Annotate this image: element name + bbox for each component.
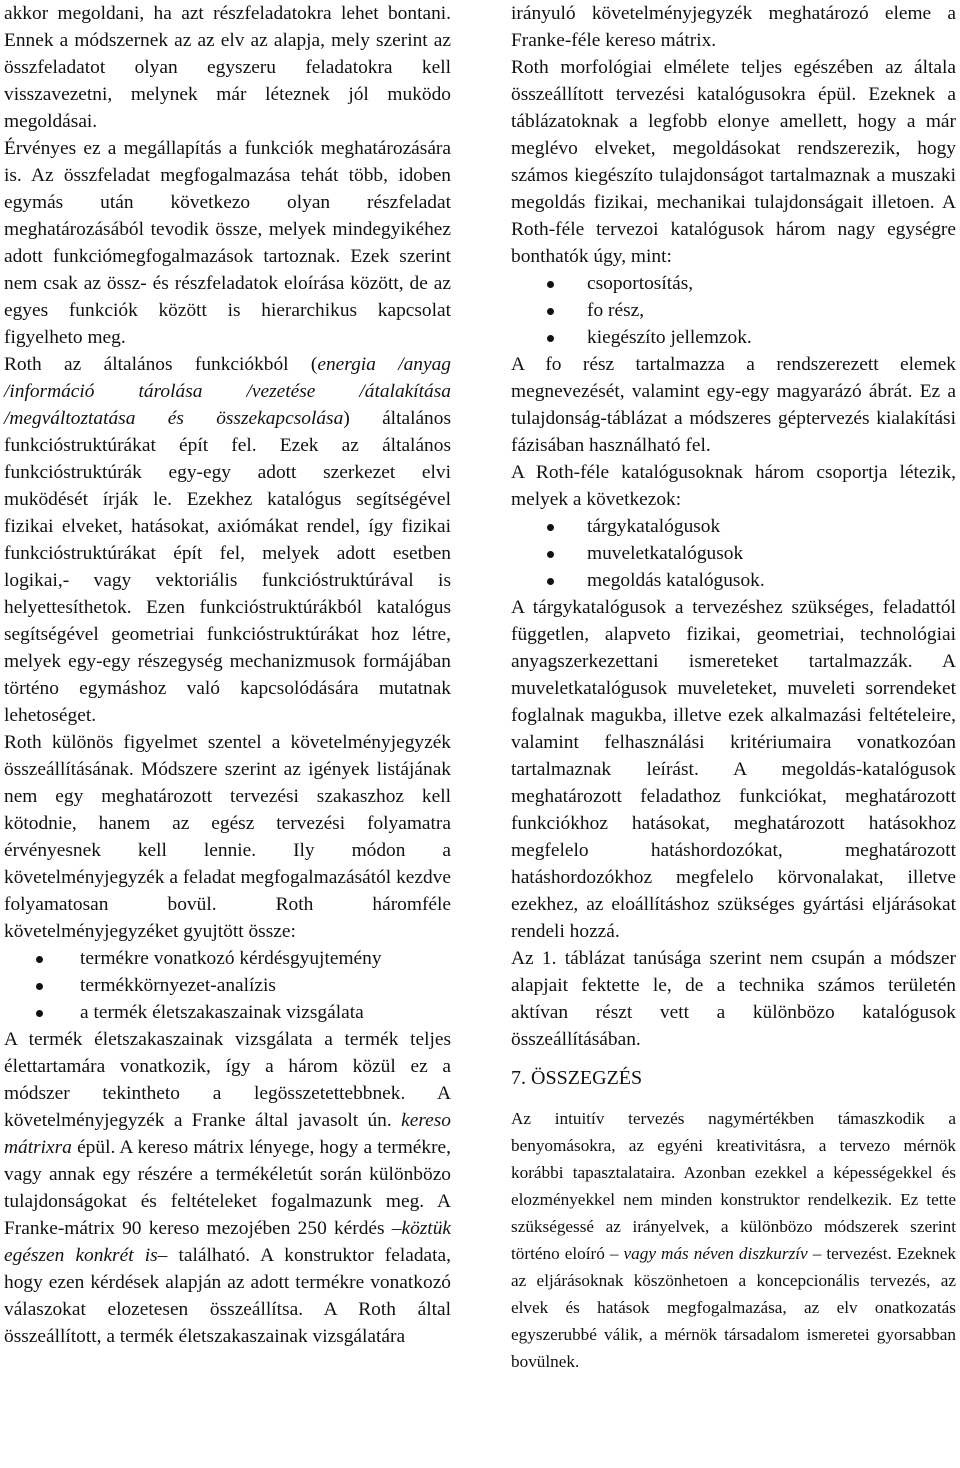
list-item: termékkörnyezet-analízis — [4, 972, 451, 999]
list-item: kiegészíto jellemzok. — [511, 324, 956, 351]
italic-text: kereso mátrixra — [4, 1110, 451, 1158]
bullet-list — [511, 270, 956, 351]
text-run: Az intuitív tervezés nagymértékben támaszkodik a benyomásokra, az egyéni kreativitásra, a tervezo mérnök korábbi tapasztalataira. Azonban ezekkel a képességekkel és elozményekkel nem minden konstruktor rendelkezik. Ez tette szükségessé az irányelvek, a különbözo módszerek szerint történo eloíró – — [511, 1109, 956, 1263]
text-run: Roth az általános funkciókból ( — [4, 354, 318, 375]
paragraph: A Roth-féle katalógusoknak három csoportja létezik, melyek a következok: — [511, 462, 956, 510]
summary-section — [511, 1105, 956, 1375]
list-item: megoldás katalógusok. — [511, 567, 956, 594]
paragraph: akkor megoldani, ha azt részfeladatokra lehet bontani. Ennek a módszernek az az elv az alapja, mely szerint az összfeladatot olyan egyszeru feladatokra kell visszavezetni, melynek már léteznek jól muködo megoldásai. — [4, 3, 451, 132]
paragraph: Roth különös figyelmet szentel a követelményjegyzék összeállításának. Módszere szerint az igények listájának nem egy meghatározott tervezési szakaszhoz kell kötodnie, hanem az egész tervezési folyamatra érvényesnek kell lennie. Ily módon a követelményjegyzék a feladat megfogalmazásától kezdve folyamatosan bovül. Roth háromféle követelményjegyzéket gyujtött össze: — [4, 732, 451, 942]
text-run: A termék életszakaszainak vizsgálata a termék teljes élettartamára vonatkozik, így a három közül ez a módszer tekintheto a legösszetettebbnek. A követelményjegyzék a Franke által javasolt ún. — [4, 1029, 451, 1131]
section-heading: 7. ÖSSZEGZÉS — [511, 1067, 643, 1089]
left-column — [4, 0, 451, 1350]
italic-text: energia /anyag /információ tárolása /vezetése /átalakítása /megváltoztatása és összekapcsolása — [4, 354, 451, 429]
bullet-list — [4, 945, 451, 1026]
paragraph: A tárgykatalógusok a tervezéshez szükséges, feladattól független, alapveto fizikai, geometriai, technológiai anyagszerkezettani ismereteket tartalmazzák. A muveletkatalógusok muveleteket, muveleti sorrendeket foglalnak magukba, illetve ezek alkalmazási feltételeire, valamint felhasználási kritériumaira vonatkozóan tartalmaznak leírást. A megoldás-katalógusok meghatározott feladathoz funkciókat, meghatározott funkciókhoz hatásokat, meghatározott hatásokhoz megfelelo hatáshordozókat, meghatározott hatáshordozókhoz megfelelo körvonalakat, illetve ezekhez, az eloállításhoz szükséges gyártási eljárásokat rendeli hozzá. — [511, 597, 956, 942]
paragraph: A fo rész tartalmazza a rendszerezett elemek megnevezését, valamint egy-egy magyarázó ábrát. Ez a tulajdonság-táblázat a módszeres géptervezés kialakítási fázisában használható fel. — [511, 354, 956, 456]
text-run: található. A konstruktor feladata, hogy ezen kérdések alapján az adott termékre vonatkozó válaszokat elozetesen összeállítsa. A Roth által összeállított, a termék életszakaszainak vizsgálatára — [4, 1245, 451, 1347]
list-item: tárgykatalógusok — [511, 513, 956, 540]
paragraph — [4, 1026, 451, 1350]
paragraph — [4, 351, 451, 729]
text-run: – tervezést. Ezeknek az eljárásoknak köszönhetoen a koncepcionális tervezés, az elvek és hatások megfogalmazása, az elv onatkozatás egyszerubbé válik, a mérnök társadalom ismeretei gyorsabban bovülnek. — [511, 1244, 956, 1371]
bullet-list — [511, 513, 956, 594]
list-item: muveletkatalógusok — [511, 540, 956, 567]
text-run: épül. A kereso mátrix lényege, hogy a termékre, vagy annak egy részére a termékéletút során különbözo tulajdonságokat és feltételeket fogalmazunk meg. A Franke-mátrix 90 kereso mezojében 250 kérdés — [4, 1137, 451, 1239]
list-item: fo rész, — [511, 297, 956, 324]
list-item: csoportosítás, — [511, 270, 956, 297]
text-run: ) általános funkcióstruktúrákat épít fel. Ezek az általános funkcióstruktúrák egy-egy adott szerkezet elvi muködését írják le. Ezekhez katalógus segítségével fizikai elveket, hatásokat, axiómákat rendel, így fizikai funkcióstruktúrákat épít fel, melyek adott esetben logikai,- vagy vektoriális funkcióstruktúrával is helyettesíthetok. Ezen funkcióstruktúrákból katalógus segítségével geometriai funkcióstruktúrákat hoz létre, melyek egy-egy részegység mechanizmusok formájában történo egymáshoz való kapcsolódására mutatnak lehetoséget. — [4, 408, 451, 726]
paragraph: Érvényes ez a megállapítás a funkciók meghatározására is. Az összfeladat megfogalmazása tehát több, idoben egymás után következo olyan részfeladat meghatározásából tevodik össze, melyek mindegyikéhez adott funkciómegfogalmazások tartoznak. Ezek szerint nem csak az össz- és részfeladatok eloírása között, de az egyes funkciók között is hierarchikus kapcsolat figyelheto meg. — [4, 138, 451, 348]
list-item: termékre vonatkozó kérdésgyujtemény — [4, 945, 451, 972]
paragraph: Roth morfológiai elmélete teljes egészében az általa összeállított tervezési katalógusokra épül. Ezeknek a táblázatoknak a legfobb elonye amellett, hogy a már meglévo elveket, megoldásokat rendszerezik, hogy számos kiegészíto tulajdonságot tartalmaznak a muszaki megoldás fizikai, mechanikai tulajdonságait illetoen. A Roth-féle tervezoi katalógusok három nagy egységre bonthatók úgy, mint: — [511, 57, 956, 267]
paragraph — [511, 1105, 956, 1375]
italic-text: –köztük egészen konkrét is– — [4, 1218, 451, 1266]
italic-text: vagy más néven diszkurzív — [623, 1244, 808, 1263]
right-column — [511, 0, 956, 1375]
paragraph: Az 1. táblázat tanúsága szerint nem csupán a módszer alapjait fektette le, de a technika számos területén aktívan részt vett a különbözo katalógusok összeállításában. — [511, 948, 956, 1050]
list-item: a termék életszakaszainak vizsgálata — [4, 999, 451, 1026]
paragraph: irányuló követelményjegyzék meghatározó eleme a Franke-féle kereso mátrix. — [511, 3, 956, 51]
